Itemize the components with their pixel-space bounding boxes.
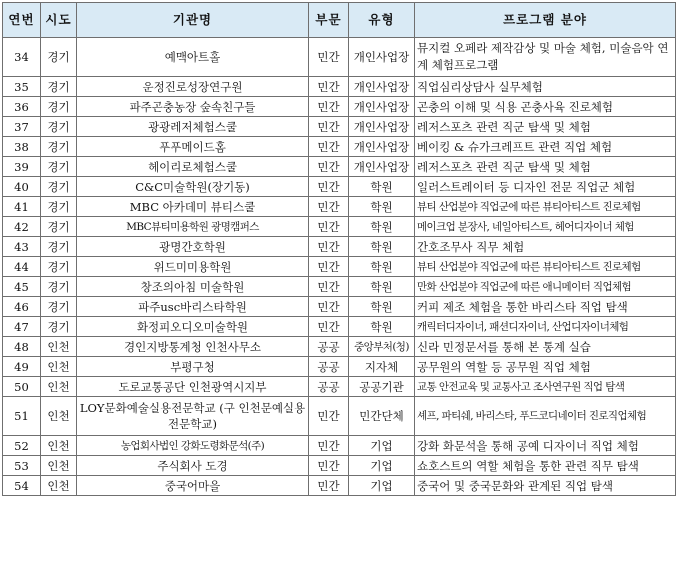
cell-institution: 농업회사법인 강화도령화문석(주) bbox=[77, 436, 309, 456]
cell-sido: 경기 bbox=[41, 97, 77, 117]
cell-sido: 인천 bbox=[41, 357, 77, 377]
cell-num: 44 bbox=[3, 257, 41, 277]
cell-sector: 민간 bbox=[309, 38, 349, 77]
cell-type: 개인사업장 bbox=[349, 157, 415, 177]
cell-sido: 경기 bbox=[41, 177, 77, 197]
cell-program: 공무원의 역할 등 공무원 직업 체험 bbox=[415, 357, 676, 377]
cell-type: 학원 bbox=[349, 297, 415, 317]
cell-institution: 헤이리로체험스쿨 bbox=[77, 157, 309, 177]
cell-institution: 창조의아침 미술학원 bbox=[77, 277, 309, 297]
cell-sector: 민간 bbox=[309, 397, 349, 436]
cell-sido: 경기 bbox=[41, 317, 77, 337]
cell-program: 쇼호스트의 역할 체험을 통한 관련 직무 탐색 bbox=[415, 456, 676, 476]
cell-num: 47 bbox=[3, 317, 41, 337]
header-institution: 기관명 bbox=[77, 3, 309, 38]
cell-program: 레저스포츠 관련 직군 탐색 및 체험 bbox=[415, 157, 676, 177]
cell-sector: 민간 bbox=[309, 97, 349, 117]
cell-sido: 경기 bbox=[41, 117, 77, 137]
cell-num: 51 bbox=[3, 397, 41, 436]
table-row bbox=[3, 137, 676, 157]
cell-institution: LOY문화예술실용전문학교 (구 인천문예실용전문학교) bbox=[77, 397, 309, 436]
cell-num: 35 bbox=[3, 77, 41, 97]
cell-institution: 위드미미용학원 bbox=[77, 257, 309, 277]
cell-num: 52 bbox=[3, 436, 41, 456]
cell-num: 42 bbox=[3, 217, 41, 237]
cell-sector: 민간 bbox=[309, 197, 349, 217]
cell-sector: 민간 bbox=[309, 476, 349, 496]
cell-institution: 파주usc바리스타학원 bbox=[77, 297, 309, 317]
cell-program: 일러스트레이터 등 디자인 전문 직업군 체험 bbox=[415, 177, 676, 197]
cell-program: 간호조무사 직무 체험 bbox=[415, 237, 676, 257]
cell-program: 메이크업 분장사, 네일아티스트, 헤어디자이너 체험 bbox=[415, 217, 676, 237]
cell-num: 46 bbox=[3, 297, 41, 317]
cell-institution: 중국어마을 bbox=[77, 476, 309, 496]
cell-num: 38 bbox=[3, 137, 41, 157]
cell-type: 개인사업장 bbox=[349, 77, 415, 97]
table-row bbox=[3, 77, 676, 97]
cell-sector: 민간 bbox=[309, 217, 349, 237]
cell-sido: 경기 bbox=[41, 277, 77, 297]
cell-program: 곤충의 이해 및 식용 곤충사육 진로체험 bbox=[415, 97, 676, 117]
cell-sido: 경기 bbox=[41, 77, 77, 97]
cell-program: 뷰티 산업분야 직업군에 따른 뷰티아티스트 진로체험 bbox=[415, 257, 676, 277]
header-program: 프로그램 분야 bbox=[415, 3, 676, 38]
cell-sido: 경기 bbox=[41, 137, 77, 157]
cell-sido: 경기 bbox=[41, 197, 77, 217]
cell-type: 지자체 bbox=[349, 357, 415, 377]
cell-num: 40 bbox=[3, 177, 41, 197]
cell-sido: 경기 bbox=[41, 297, 77, 317]
cell-program: 셰프, 파티쉐, 바리스타, 푸드코디네이터 진로직업체험 bbox=[415, 397, 676, 436]
cell-sector: 민간 bbox=[309, 77, 349, 97]
cell-institution: 화정피오디오미술학원 bbox=[77, 317, 309, 337]
header-num: 연번 bbox=[3, 3, 41, 38]
program-table bbox=[2, 2, 676, 496]
cell-type: 민간단체 bbox=[349, 397, 415, 436]
table-row bbox=[3, 257, 676, 277]
cell-sido: 인천 bbox=[41, 476, 77, 496]
cell-num: 54 bbox=[3, 476, 41, 496]
cell-type: 학원 bbox=[349, 197, 415, 217]
cell-institution: 파주곤충농장 숲속친구들 bbox=[77, 97, 309, 117]
cell-institution: MBC뷰티미용학원 광명캠퍼스 bbox=[77, 217, 309, 237]
table-row bbox=[3, 456, 676, 476]
header-row bbox=[3, 3, 676, 38]
cell-sector: 공공 bbox=[309, 357, 349, 377]
table-row bbox=[3, 397, 676, 436]
cell-num: 53 bbox=[3, 456, 41, 476]
header-sido: 시도 bbox=[41, 3, 77, 38]
cell-num: 50 bbox=[3, 377, 41, 397]
cell-type: 공공기관 bbox=[349, 377, 415, 397]
cell-sector: 공공 bbox=[309, 377, 349, 397]
cell-sido: 경기 bbox=[41, 217, 77, 237]
cell-type: 학원 bbox=[349, 257, 415, 277]
cell-sector: 민간 bbox=[309, 436, 349, 456]
cell-sido: 인천 bbox=[41, 436, 77, 456]
cell-institution: MBC 아카데미 뷰티스쿨 bbox=[77, 197, 309, 217]
table-row bbox=[3, 436, 676, 456]
cell-type: 기업 bbox=[349, 476, 415, 496]
header-sector: 부문 bbox=[309, 3, 349, 38]
cell-sido: 인천 bbox=[41, 337, 77, 357]
cell-program: 신라 민정문서를 통해 본 통계 실습 bbox=[415, 337, 676, 357]
cell-type: 학원 bbox=[349, 277, 415, 297]
cell-type: 개인사업장 bbox=[349, 117, 415, 137]
cell-type: 학원 bbox=[349, 177, 415, 197]
cell-type: 개인사업장 bbox=[349, 97, 415, 117]
cell-num: 49 bbox=[3, 357, 41, 377]
cell-type: 개인사업장 bbox=[349, 137, 415, 157]
cell-institution: C&C미술학원(장기동) bbox=[77, 177, 309, 197]
table-row bbox=[3, 157, 676, 177]
cell-institution: 푸푸메이드홈 bbox=[77, 137, 309, 157]
cell-num: 36 bbox=[3, 97, 41, 117]
table-row bbox=[3, 317, 676, 337]
cell-sector: 민간 bbox=[309, 277, 349, 297]
cell-program: 커피 제조 체험을 통한 바리스타 직업 탐색 bbox=[415, 297, 676, 317]
cell-num: 39 bbox=[3, 157, 41, 177]
cell-program: 직업심리상담사 실무체험 bbox=[415, 77, 676, 97]
cell-num: 41 bbox=[3, 197, 41, 217]
cell-num: 37 bbox=[3, 117, 41, 137]
cell-institution: 경인지방통계청 인천사무소 bbox=[77, 337, 309, 357]
cell-sector: 민간 bbox=[309, 177, 349, 197]
cell-program: 강화 화문석을 통해 공예 디자이너 직업 체험 bbox=[415, 436, 676, 456]
cell-type: 학원 bbox=[349, 237, 415, 257]
table-row bbox=[3, 237, 676, 257]
cell-type: 학원 bbox=[349, 217, 415, 237]
cell-sector: 민간 bbox=[309, 157, 349, 177]
header-type: 유형 bbox=[349, 3, 415, 38]
table-row bbox=[3, 476, 676, 496]
cell-program: 중국어 및 중국문화와 관계된 직업 탐색 bbox=[415, 476, 676, 496]
cell-institution: 광광레저체험스쿨 bbox=[77, 117, 309, 137]
cell-sector: 민간 bbox=[309, 117, 349, 137]
cell-program: 베이킹 & 슈가크레프트 관련 직업 체험 bbox=[415, 137, 676, 157]
table-row bbox=[3, 177, 676, 197]
cell-sido: 경기 bbox=[41, 157, 77, 177]
cell-sector: 민간 bbox=[309, 297, 349, 317]
cell-sido: 인천 bbox=[41, 397, 77, 436]
cell-institution: 부평구청 bbox=[77, 357, 309, 377]
cell-program: 뮤지컬 오페라 제작감상 및 마술 체험, 미술음악 연계 체험프로그램 bbox=[415, 38, 676, 77]
cell-num: 45 bbox=[3, 277, 41, 297]
cell-sido: 경기 bbox=[41, 237, 77, 257]
cell-type: 기업 bbox=[349, 456, 415, 476]
cell-program: 레저스포츠 관련 직군 탐색 및 체험 bbox=[415, 117, 676, 137]
cell-sido: 경기 bbox=[41, 257, 77, 277]
table-row bbox=[3, 217, 676, 237]
table-row bbox=[3, 377, 676, 397]
cell-sector: 민간 bbox=[309, 317, 349, 337]
cell-type: 중앙부처(청) bbox=[349, 337, 415, 357]
cell-institution: 주식회사 도경 bbox=[77, 456, 309, 476]
cell-sido: 인천 bbox=[41, 377, 77, 397]
cell-program: 뷰티 산업분야 직업군에 따른 뷰티아티스트 진로체험 bbox=[415, 197, 676, 217]
cell-program: 캐릭터디자이너, 패션디자이너, 산업디자이너체험 bbox=[415, 317, 676, 337]
cell-institution: 예맥아트홀 bbox=[77, 38, 309, 77]
cell-program: 만화 산업분야 직업군에 따른 애니메이터 직업체험 bbox=[415, 277, 676, 297]
cell-type: 개인사업장 bbox=[349, 38, 415, 77]
cell-type: 학원 bbox=[349, 317, 415, 337]
table-row bbox=[3, 277, 676, 297]
table-row bbox=[3, 117, 676, 137]
cell-institution: 광명간호학원 bbox=[77, 237, 309, 257]
cell-institution: 운정진로성장연구원 bbox=[77, 77, 309, 97]
cell-type: 기업 bbox=[349, 436, 415, 456]
table-row bbox=[3, 357, 676, 377]
table-row bbox=[3, 197, 676, 217]
cell-sector: 민간 bbox=[309, 257, 349, 277]
cell-num: 43 bbox=[3, 237, 41, 257]
table-row bbox=[3, 38, 676, 77]
cell-sido: 인천 bbox=[41, 456, 77, 476]
cell-program: 교통 안전교육 및 교통사고 조사연구원 직업 탐색 bbox=[415, 377, 676, 397]
table-row bbox=[3, 337, 676, 357]
cell-sido: 경기 bbox=[41, 38, 77, 77]
cell-institution: 도로교통공단 인천광역시지부 bbox=[77, 377, 309, 397]
table-row bbox=[3, 297, 676, 317]
table-row bbox=[3, 97, 676, 117]
cell-sector: 공공 bbox=[309, 337, 349, 357]
cell-sector: 민간 bbox=[309, 456, 349, 476]
cell-sector: 민간 bbox=[309, 137, 349, 157]
cell-sector: 민간 bbox=[309, 237, 349, 257]
cell-num: 34 bbox=[3, 38, 41, 77]
cell-num: 48 bbox=[3, 337, 41, 357]
